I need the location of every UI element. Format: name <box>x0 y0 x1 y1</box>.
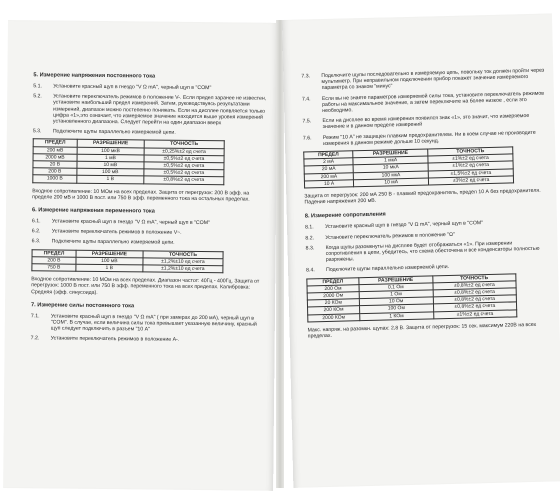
table-cell: 10 А <box>304 180 353 188</box>
item-text: Установите переключатель режимов в положение V-. Если предел заранее не известен, установите наибольший предел измерений. Затем, руководствуясь результатами измерений, диапазон можно постепенно понижать. Если на дисплее появляется только цифра «1»,это означает, что измеряемое значение находится выше уровня измерений установленного диапазона. Следует перейти на один диапазон вверх <box>52 93 267 127</box>
section-8-heading: 8. Измерение сопротивления <box>304 211 386 220</box>
item-text: Установите красный щуп в гнездо "V Ω mA", черный щуп в "COM" <box>325 220 484 231</box>
item-7-2 <box>31 336 265 345</box>
table-cell: ±1%±2 ед счета <box>428 154 513 163</box>
table-cell: ±0,8%±2 ед счета <box>433 281 517 290</box>
table-cell: 10 мА <box>354 178 429 187</box>
section-7-notes: Защита от перегрузок: 200 мА 250 В - плавкий предохранитель, предел 10 А без предохранителя. Падение напряжения 200 мВ. <box>304 187 541 206</box>
right-page <box>282 13 560 487</box>
item-text: Установите переключатель режимов в положение V~. <box>51 228 182 237</box>
table-cell: ±1,2%±10 ед счета <box>143 265 223 273</box>
item-number: 8.4. <box>306 267 315 274</box>
dc-current-table <box>303 146 514 188</box>
dc-voltage-table <box>32 139 224 185</box>
table-cell: 20 мА <box>304 165 353 173</box>
table-header: ПРЕДЕЛ <box>32 249 76 257</box>
table-cell: 200 КОм <box>308 306 360 314</box>
table-header: ПРЕДЕЛ <box>304 151 353 159</box>
item-text: Когда щупы разомкнуты на дисплее будет отображаться «1». При измерении сопротивления в цепи, убедитесь, что схема обесточена и все конденсаторы полностью разряжены. <box>325 240 540 264</box>
item-text: Установите красный щуп в гнездо "V Ω mA", черный щуп в "COM" <box>51 218 210 227</box>
item-text: Подключите щупы последовательно в измеряемую цепь, повольку ток должен пройти через мультиметр. При неправильном подключении прибор покажет значение измеряемого параметра со знаком "минус" <box>321 67 545 92</box>
item-text: Подключите щупы параллельно измеряемой цепи. <box>326 264 450 274</box>
table-cell: 2000 КОм <box>308 313 360 321</box>
item-number: 7.6. <box>302 134 312 142</box>
item-7-1 <box>31 313 265 334</box>
table-cell: 2000 Ом <box>307 292 359 300</box>
item-6-1 <box>32 218 266 227</box>
item-number: 5.2. <box>33 93 42 100</box>
item-number: 6.1. <box>31 218 41 225</box>
table-cell: 10 Ом <box>359 297 433 306</box>
item-text: Установите переключатель режимов в положение A-. <box>50 335 180 344</box>
table-cell: ±1%±2 ед счета <box>428 161 513 170</box>
ac-voltage-table <box>31 249 223 274</box>
table-cell: 200 мВ <box>33 146 77 154</box>
table-row <box>33 175 224 184</box>
table-cell: 10 мкА <box>353 163 428 172</box>
table-cell: 100 мВ <box>77 168 144 176</box>
item-text: Установите переключатель режимов в положение "Ω" <box>325 231 455 241</box>
table-header: РАЗРЕШЕНИЕ <box>77 140 144 148</box>
item-text: Подключите щупы параллельно измеряемой цепи. <box>51 238 175 247</box>
table-cell: 200 В <box>32 257 76 265</box>
table-cell: ±0,8%±2 ед счета <box>433 302 517 311</box>
item-5-3 <box>33 128 267 137</box>
table-cell: 1 КОм <box>360 312 434 321</box>
item-text: Установите красный щуп в гнездо "V Ω mA", черный щуп в "COM" <box>53 83 212 92</box>
table-cell: 1 мкА <box>353 156 428 165</box>
item-number: 5.1. <box>33 83 42 90</box>
table-header: ПРЕДЕЛ <box>33 139 77 147</box>
table-cell: ±0,8%±2 ед счета <box>144 176 224 184</box>
item-7-3 <box>301 68 545 93</box>
item-number: 7.5. <box>302 118 312 125</box>
item-number: 6.3. <box>31 238 41 245</box>
table-cell: ±0,5%±2 ед счета <box>144 155 224 163</box>
table-cell: ±1,5%±2 ед счета <box>428 169 513 178</box>
table-cell: 100 мкВ <box>77 147 144 155</box>
item-number: 8.3. <box>305 245 315 252</box>
table-header: РАЗРЕШЕНИЕ <box>76 250 143 258</box>
table-header: ТОЧНОСТЬ <box>144 140 224 148</box>
section-8-notes: Макс. напряж. на разомкн. щупах: 2,8 В. Защита от перегрузок: 15 сек. максимум 220В на всех пределах. <box>307 321 537 340</box>
table-cell: 1 В <box>76 264 143 272</box>
item-7-4 <box>302 90 546 115</box>
table-cell: 200 мА <box>304 172 353 180</box>
item-6-3 <box>32 239 266 248</box>
table-cell: 1 В <box>77 176 144 184</box>
item-text: Если на дисплее во время измерения появился знак «1», это значит, что измеряемое значение и в данном пределе измерений <box>322 113 530 131</box>
item-text: Установите красный щуп в гнездо "V Ω mA" ( при замерах до 200 мА), черный щуп в "COM". В случае, если величина силы тока превышает указанную величину, красный щуп следует подключить в разъем "10 А" <box>50 313 257 333</box>
item-number: 7.1. <box>30 313 40 320</box>
table-cell: 10 мВ <box>77 161 144 169</box>
table-cell: 1000 В <box>33 175 77 183</box>
table-cell: 200 В <box>33 168 77 176</box>
item-6-2 <box>32 229 266 238</box>
table-cell: ±1,2%±10 ед счета <box>143 258 223 266</box>
resistance-table <box>306 273 517 322</box>
section-5-heading: 5. Измерение напряжения постоянного тока <box>33 72 156 80</box>
item-text: Подключите щупы параллельно измеряемой цепи. <box>52 128 176 136</box>
table-cell: ±0,25%±2 ед счета <box>144 148 224 156</box>
item-5-2 <box>33 93 267 126</box>
table-header: ПРЕДЕЛ <box>307 277 359 285</box>
item-5-1 <box>33 83 267 92</box>
table-cell: 100 мВ <box>76 257 143 265</box>
table-cell: ±3%±2 ед счета <box>429 176 514 185</box>
item-number: 7.3. <box>301 73 311 80</box>
table-header: РАЗРЕШЕНИЕ <box>353 149 428 158</box>
table-cell: 100 Ом <box>359 304 433 313</box>
table-cell: 1 Ом <box>359 290 433 299</box>
table-cell: 750 В <box>32 264 76 272</box>
item-number: 5.3. <box>32 128 42 135</box>
item-8-3 <box>306 239 550 264</box>
table-cell: ±1%±2 ед счета <box>433 310 517 319</box>
table-cell: 200 Ом <box>307 285 359 293</box>
table-header: ТОЧНОСТЬ <box>428 147 513 156</box>
table-cell: 20 В <box>33 161 77 169</box>
table-cell: 100 мкА <box>353 171 428 180</box>
item-number: 7.2. <box>30 335 40 342</box>
table-header: ТОЧНОСТЬ <box>432 274 516 283</box>
table-header: РАЗРЕШЕНИЕ <box>359 276 433 285</box>
item-number: 8.1. <box>305 224 314 231</box>
section-7-heading: 7. Измерение силы постоянного тока <box>30 302 135 310</box>
item-number: 7.4. <box>301 95 311 103</box>
item-number: 6.2. <box>31 228 41 235</box>
table-cell: 1 мВ <box>77 154 144 162</box>
item-number: 8.2. <box>305 234 315 242</box>
item-text: Если вы не знаете параметров измеряемой силы тока, установите переключатель режимов работы на максимальное значение, а затем переключите на более низкое , если это необходимо. <box>321 90 545 115</box>
table-cell: 2 мА <box>304 158 353 166</box>
table-cell: 20 КОм <box>307 299 359 307</box>
section-6-heading: 6. Измерение напряжения переменного тока <box>31 207 155 215</box>
table-row <box>32 264 223 273</box>
table-cell: ±0,8%±2 ед счета <box>433 288 517 297</box>
table-cell: 0,1 Ом <box>359 283 433 292</box>
section-6-notes: Входное сопротивление: 10 МОм на всех пределах. Диапазон частот: 40Гц - 400Гц. Защита от перегрузок: 1000 В пост. или 750 В эфф. переменного тока на всех пределах. Калибровка: Средняя (эфф. синусоида). <box>31 276 260 296</box>
item-7-5 <box>302 113 546 131</box>
left-page <box>3 20 278 491</box>
table-header: ТОЧНОСТЬ <box>143 251 223 259</box>
item-text: Режим "10 А" не защищен плавким предохранителем. Ни в коем случае не производите измерения в данном режиме дольше 10 секунд. <box>322 129 536 147</box>
section-5-notes: Входное сопротивление: 10 МОм на всех пределах. Защита от перегрузок: 200 В эфф. на пределе 200 мВ и 1000 В пост. или 750 В эфф. переменного тока на остальных пределах. <box>32 187 250 203</box>
table-cell: ±0,5%±2 ед счета <box>144 169 224 177</box>
table-cell: ±0,5%±2 ед счета <box>144 162 224 170</box>
table-cell: ±0,8%±2 ед счета <box>433 295 517 304</box>
table-cell: 2000 мВ <box>33 154 77 162</box>
item-7-6 <box>303 129 547 147</box>
